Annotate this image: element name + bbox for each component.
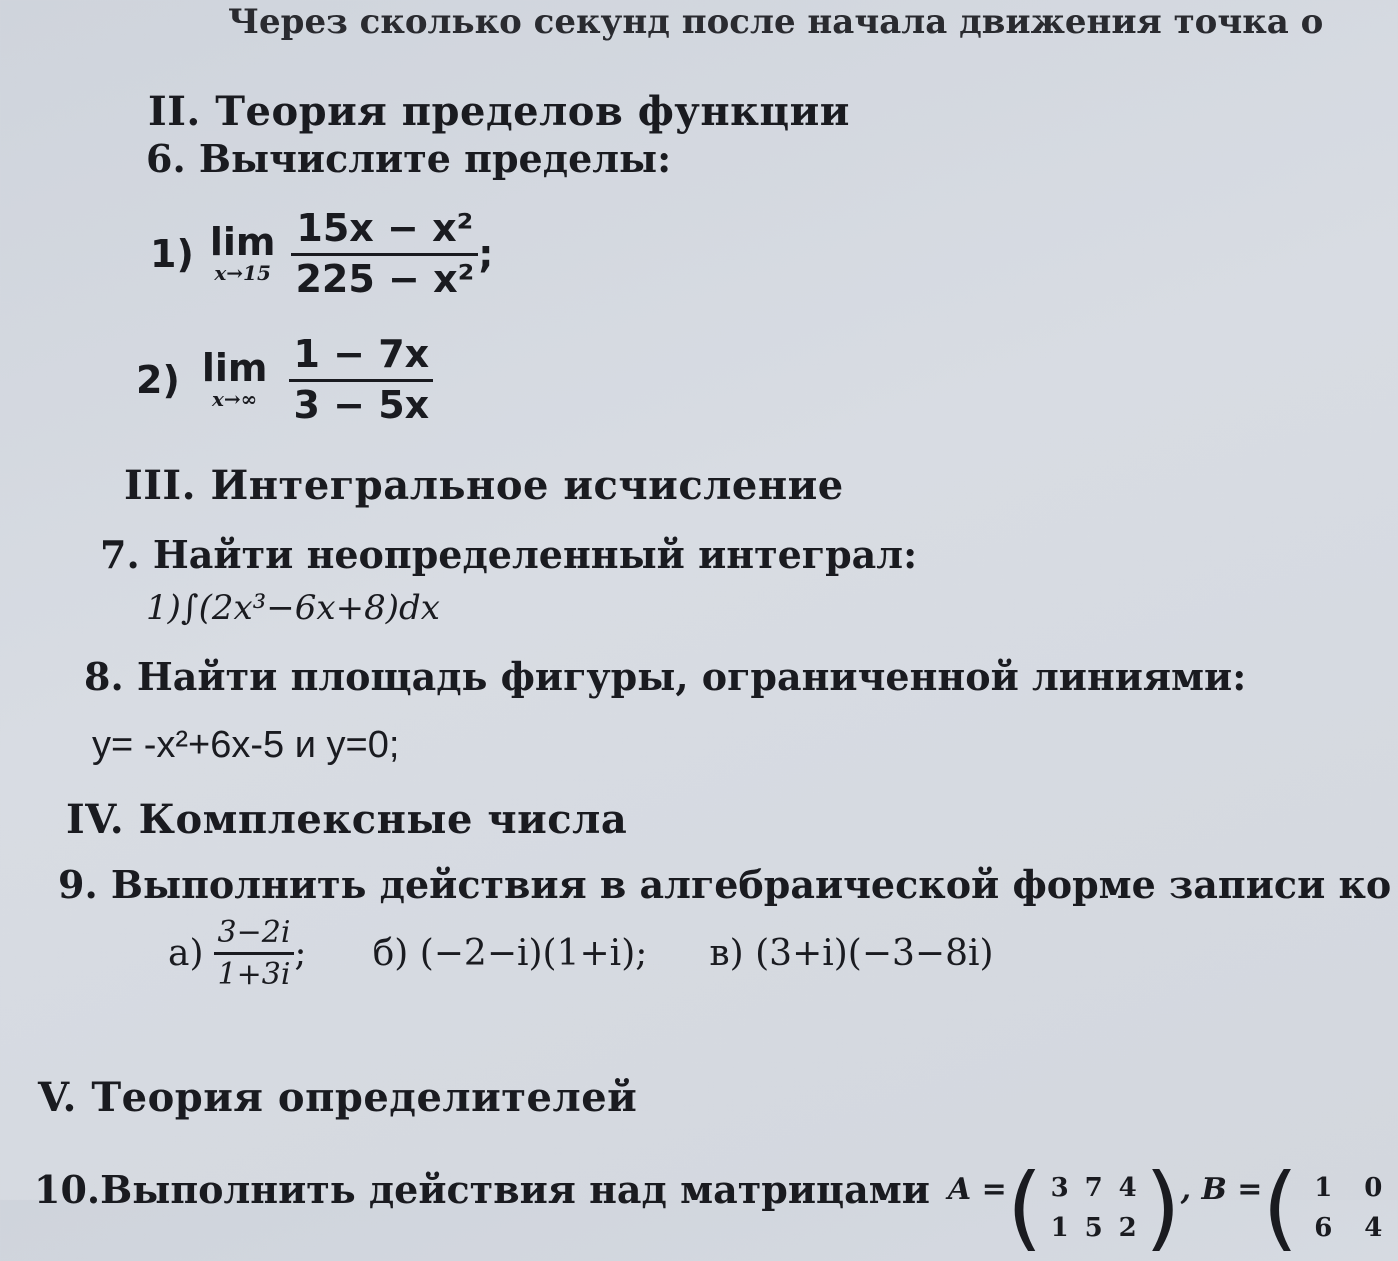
matrix-b-grid	[1298, 1168, 1398, 1249]
right-paren: )	[1144, 1154, 1181, 1261]
task10-row	[34, 1124, 1383, 1261]
task8-expression: y= -x²+6x-5 и y=0;	[92, 724, 400, 766]
matrix-cell: 3	[1050, 1172, 1069, 1203]
lim-subscript: x→15	[214, 261, 271, 286]
item2-label: 2)	[136, 358, 180, 403]
task6-item1	[150, 208, 493, 301]
fraction	[289, 334, 433, 427]
task9-expressions	[168, 916, 994, 991]
fraction	[291, 208, 478, 301]
section-heading-complex: IV. Комплексные числа	[66, 796, 628, 843]
task9b: б) (−2−i)(1+i);	[372, 933, 648, 974]
denominator: 1+3i	[217, 957, 291, 992]
fraction-bar	[289, 379, 433, 382]
matrix-cell: 1	[1314, 1172, 1333, 1203]
fraction-bar	[291, 253, 478, 256]
numerator: 1 − 7x	[293, 332, 430, 376]
matrix-a-grid	[1043, 1168, 1145, 1249]
task10-title: 10.Выполнить действия над матрицами	[34, 1166, 930, 1212]
limit-operator	[209, 220, 276, 286]
task9a-fraction	[214, 916, 295, 991]
item1-label: 1)	[150, 232, 194, 277]
numerator: 15x − x²	[296, 206, 474, 250]
task9a-label: а)	[168, 933, 204, 974]
lim-word: lim	[209, 220, 276, 265]
task6-item2	[136, 334, 433, 427]
left-paren: (	[1262, 1154, 1299, 1261]
task7-title: 7. Найти неопределенный интеграл:	[100, 532, 918, 577]
section-heading-limits: II. Теория пределов функции	[148, 88, 850, 135]
matrix-a	[1006, 1154, 1181, 1261]
lim-word: lim	[201, 346, 268, 391]
matrix-cell: 1	[1050, 1213, 1069, 1243]
section-heading-integral: III. Интегральное исчисление	[124, 462, 844, 509]
denominator: 3 − 5x	[293, 382, 430, 427]
task8-title: 8. Найти площадь фигуры, ограниченной линиями:	[84, 654, 1247, 699]
matrix-b-label: , B =	[1180, 1171, 1263, 1207]
matrix-cell: 4	[1118, 1172, 1137, 1203]
fraction-bar	[214, 952, 295, 955]
task9-title: 9. Выполнить действия в алгебраической форме записи ко	[58, 862, 1392, 907]
section-heading-determinants: V. Теория определителей	[38, 1074, 638, 1121]
task9a-end: ;	[294, 933, 307, 974]
matrix-cell: 5	[1084, 1213, 1103, 1243]
task9c: в) (3+i)(−3−8i)	[709, 933, 994, 974]
left-paren: (	[1006, 1154, 1043, 1261]
matrix-a-label: A =	[947, 1171, 1007, 1207]
matrix-cell: 6	[1314, 1213, 1333, 1243]
task7-expression: 1)∫(2x³−6x+8)dx	[146, 588, 440, 628]
task6-title: 6. Вычислите пределы:	[146, 136, 672, 181]
matrix-cell: 7	[1084, 1172, 1103, 1203]
matrix-cell: 2	[1118, 1213, 1137, 1243]
matrix-cell: 4	[1364, 1213, 1383, 1243]
top-line: Через сколько секунд после начала движения точка о	[228, 2, 1324, 42]
numerator: 3−2i	[217, 915, 291, 950]
item1-end: ;	[478, 232, 494, 277]
matrix-cell: 0	[1364, 1172, 1383, 1203]
denominator: 225 − x²	[295, 256, 475, 301]
lim-subscript: x→∞	[211, 387, 258, 412]
limit-operator	[201, 346, 268, 412]
matrix-b	[1262, 1154, 1398, 1261]
